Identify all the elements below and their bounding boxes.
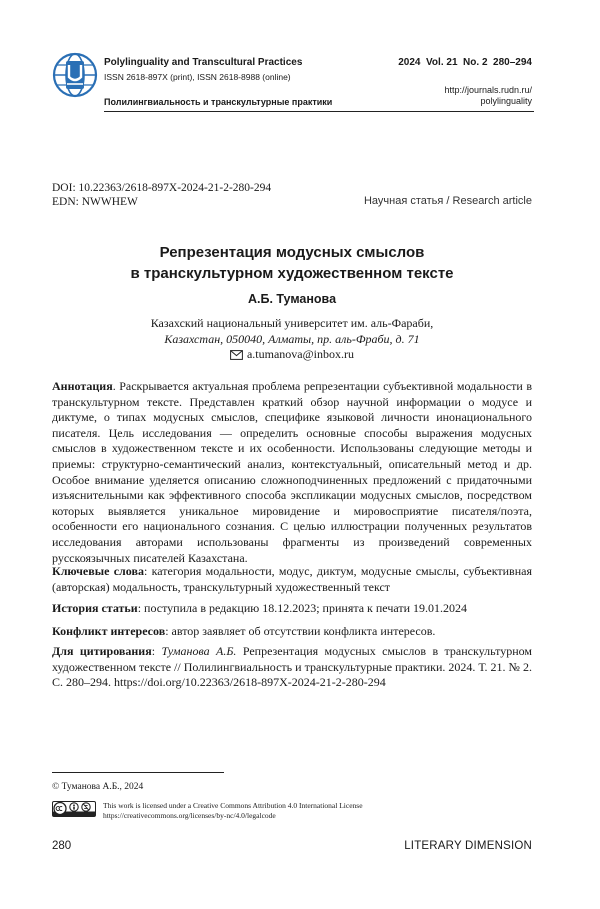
- citation: [52, 644, 532, 691]
- doi-block: [52, 181, 271, 209]
- article-title-line1: Репрезентация модусных смыслов: [159, 244, 425, 261]
- footnote-divider: [52, 772, 224, 773]
- issn: ISSN 2618-897X (print), ISSN 2618-8988 (online): [104, 72, 291, 82]
- edn: EDN: NWWHEW: [52, 196, 138, 208]
- conflict-text: : автор заявляет об отсутствии конфликта интересов.: [165, 624, 436, 638]
- keywords-label: Ключевые слова: [52, 564, 144, 578]
- journal-logo-icon: [52, 52, 98, 98]
- history-text: : поступила в редакцию 18.12.2023; принята к печати 19.01.2024: [137, 601, 468, 615]
- journal-url[interactable]: [444, 85, 532, 107]
- issue-info: 2024 Vol. 21 No. 2 280–294: [398, 57, 532, 68]
- page-number: 280: [52, 840, 72, 852]
- article-history: [52, 601, 532, 617]
- abstract: [52, 379, 532, 566]
- abstract-label: Аннотация: [52, 379, 113, 393]
- license-text: [103, 801, 363, 820]
- citation-sep: :: [151, 644, 162, 658]
- doi[interactable]: DOI: 10.22363/2618-897X-2024-21-2-280-294: [52, 182, 272, 194]
- conflict-of-interest: [52, 624, 532, 640]
- citation-label: Для цитирования: [52, 644, 152, 658]
- article-type: Научная статья / Research article: [363, 195, 532, 207]
- journal-url-line1[interactable]: http://journals.rudn.ru/: [444, 85, 532, 95]
- license-url[interactable]: https://creativecommons.org/licenses/by-nc/4.0/legalcode: [103, 810, 276, 820]
- abstract-text: . Раскрывается актуальная проблема репрезентации субъективной модальности в транскультурном тексте. Представлен краткий обзор научной информации о модусе и диктуме, о типах модусных смыслов, специфике языковой личности инонационального писателя. Цель исследования — определить основные способы выражения модусных смыслов в художественном тексте и их особенности. Использованы следующие методы и приемы: структурно-семантический анализ, контекстуальный, описательный метод и др. Особое внимание уделяется описанию сложноподчиненных предложений с придаточными изъяснительными как эффективного способа экспликации модусных смыслов, посредством которых выявляется уникальное мировидение и мировосприятие писателя/поэта, особенности его национального сознания. С целью иллюстрации полученных результатов исследования авторами использованы фрагменты из произведений современных русскоязычных писателей Казахстана.: [52, 379, 532, 565]
- affiliation-line1: Казахский национальный университет им. аль-Фараби,: [150, 316, 434, 330]
- author-name: А.Б. Туманова: [247, 292, 337, 306]
- envelope-icon: [230, 350, 243, 360]
- citation-author: Туманова А.Б.: [161, 644, 237, 658]
- author-email[interactable]: a.tumanova@inbox.ru: [246, 347, 355, 361]
- history-label: История статьи: [52, 601, 138, 615]
- email-row: [230, 347, 354, 363]
- license-line1: This work is licensed under a Creative Commons Attribution 4.0 International License: [103, 801, 363, 810]
- journal-url-line2[interactable]: polylinguality: [480, 96, 532, 106]
- journal-title-ru: Полилингвиальность и транскультурные практики: [104, 97, 333, 107]
- article-title: [52, 242, 532, 284]
- affiliation-line2: Казахстан, 050040, Алматы, пр. аль-Фраби, д. 71: [164, 331, 420, 346]
- header-divider: [104, 111, 534, 112]
- journal-title-en: Polylinguality and Transcultural Practices: [104, 57, 303, 68]
- copyright: © Туманова А.Б., 2024: [52, 782, 144, 792]
- affiliation: [52, 316, 532, 364]
- cc-by-nc-icon[interactable]: [52, 801, 96, 817]
- article-title-line2: в транскультурном художественном тексте: [130, 265, 454, 282]
- keywords-text: : категория модальности, модус, диктум, модусные смыслы, субъективная (авторская) модальность, транскультурный художественный текст: [52, 564, 532, 594]
- conflict-label: Конфликт интересов: [52, 624, 166, 638]
- section-name: LITERARY DIMENSION: [404, 840, 532, 852]
- keywords: [52, 564, 532, 595]
- citation-text: Репрезентация модусных смыслов в транскультурном художественном тексте // Полилингвиальность и транскультурные практики. 2024. Т. 21. № 2. С. 280–294. https://doi.org/10.22363/2618-897X-2024-21-2-280-294: [52, 644, 533, 690]
